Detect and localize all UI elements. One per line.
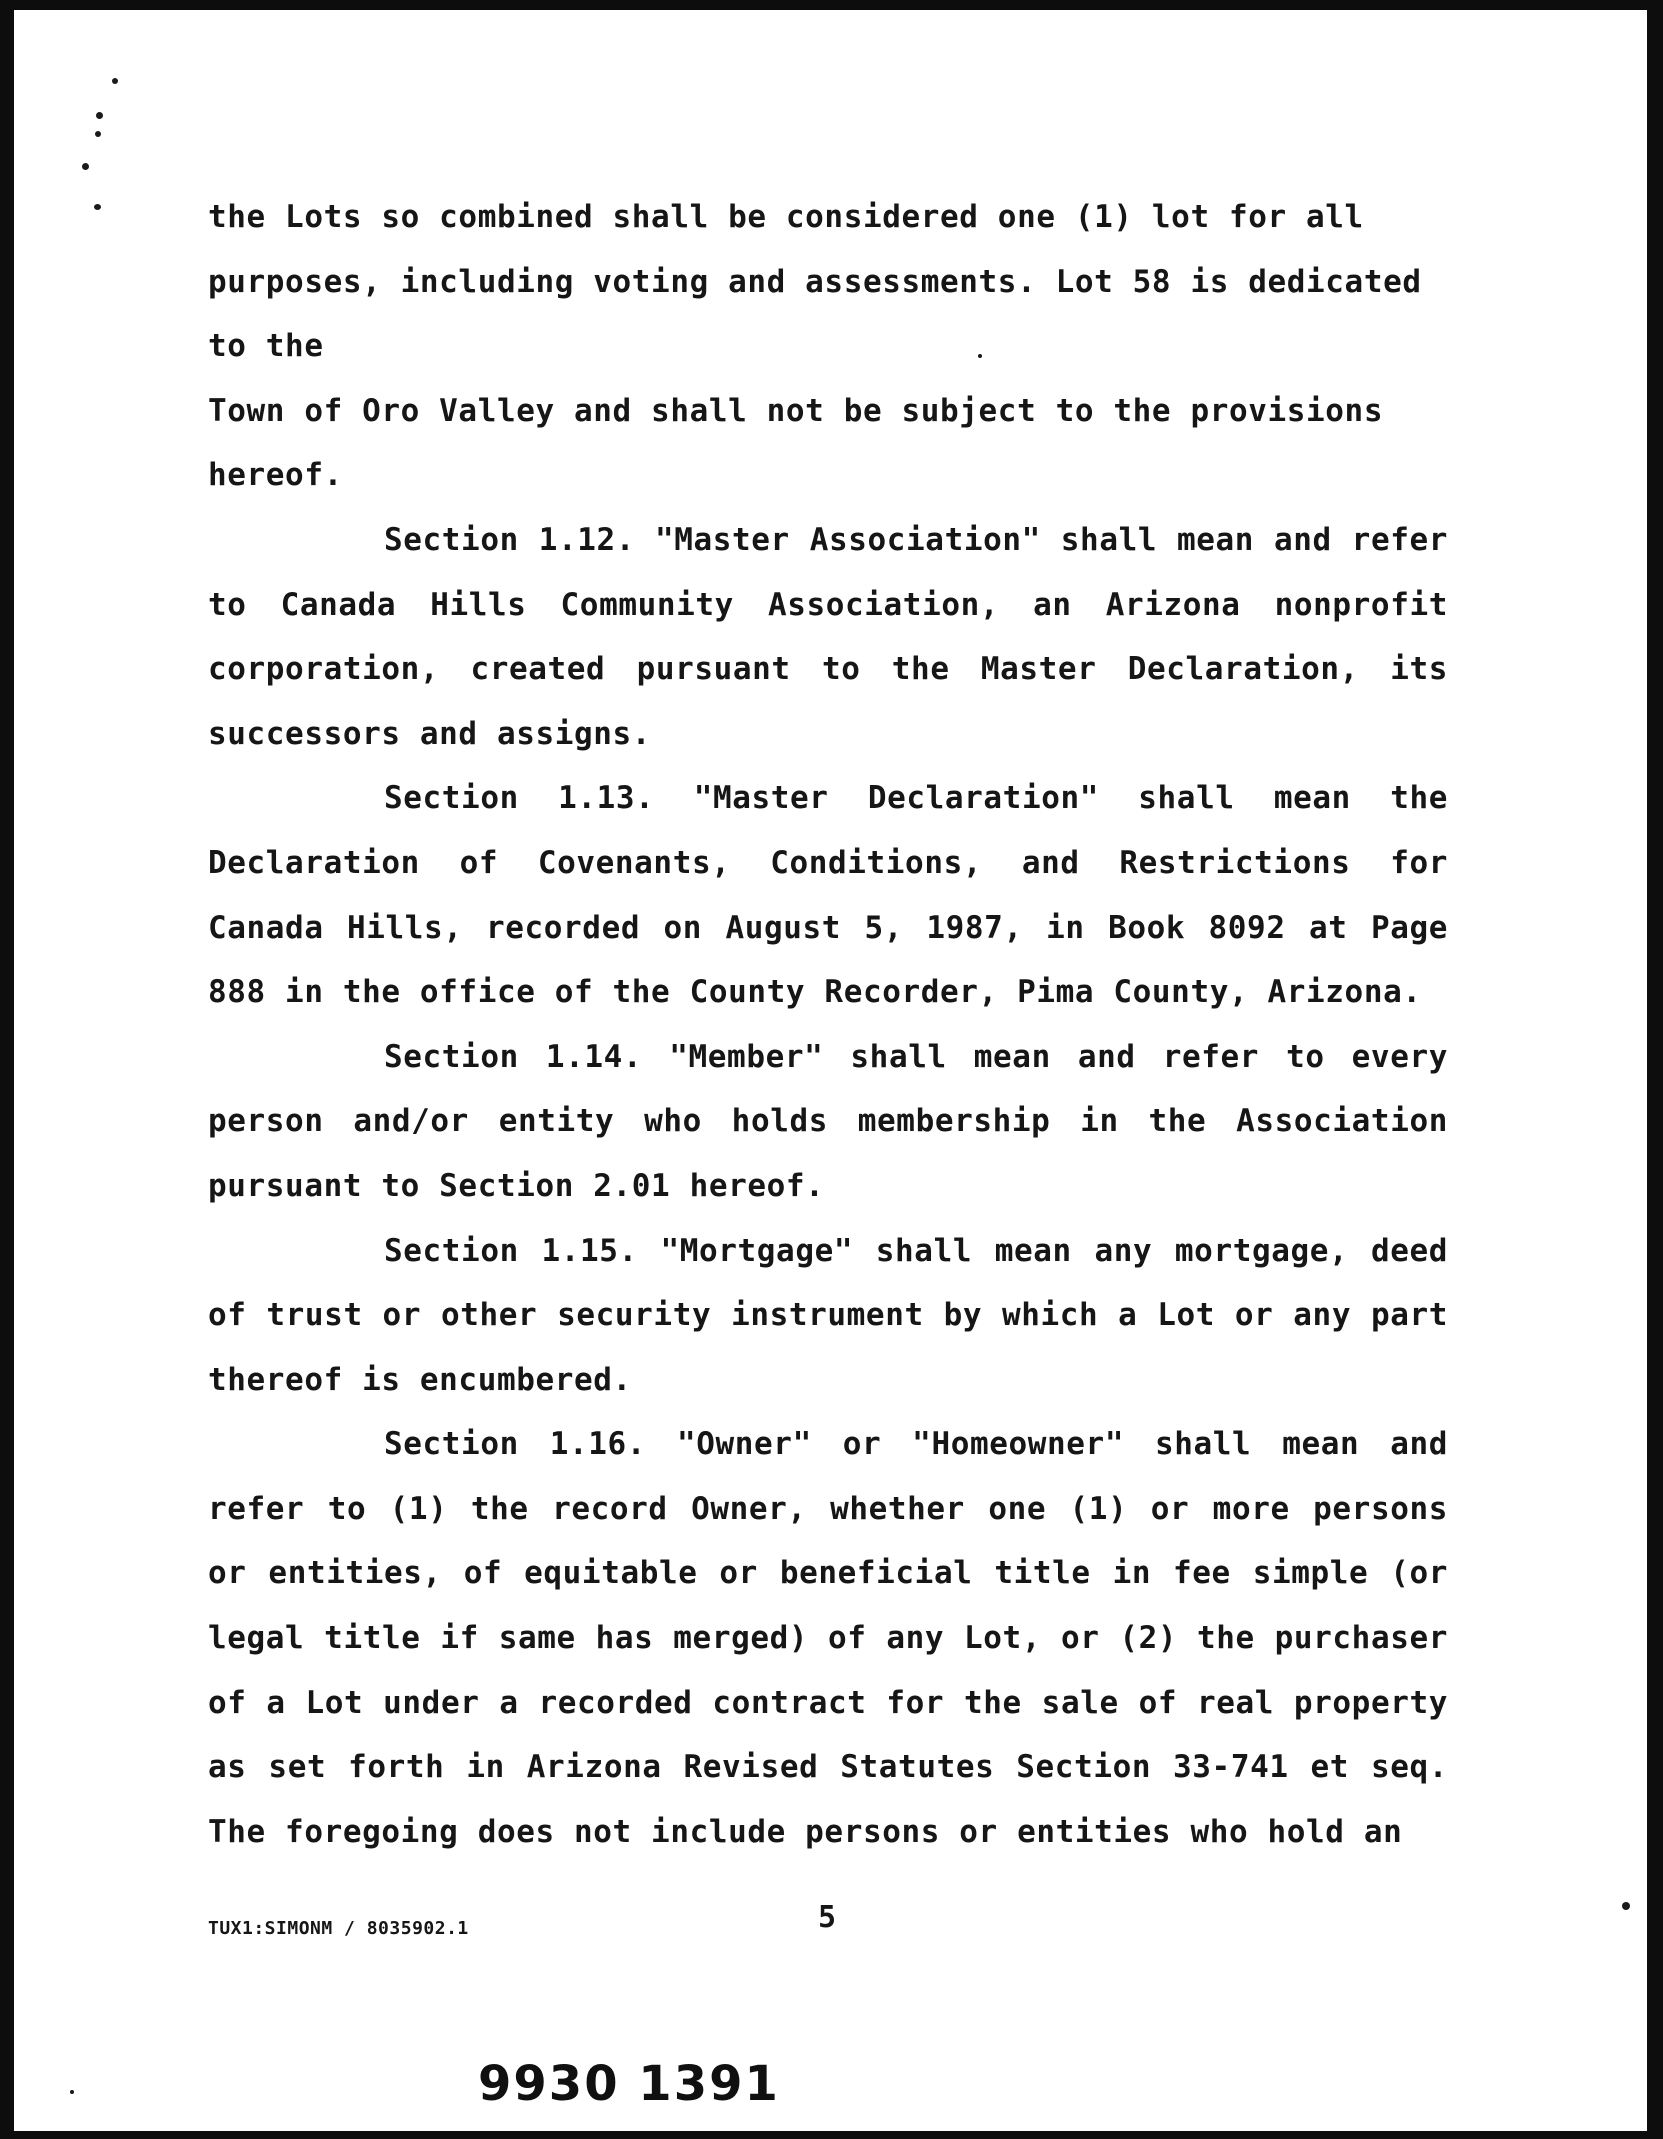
scan-speck xyxy=(82,163,89,170)
section-1-13-master-declaration: Section 1.13. "Master Declaration" shall mean the Declaration of Covenants, Conditions, and Restrictions for Canada Hills, recorded on August 5, 1987, in Book 8092 at Page 888 in the office of the County Recorder, Pima County, Arizona. xyxy=(208,780,1448,1011)
document-footer-code: TUX1:SIMONM / 8035902.1 xyxy=(208,1918,469,1939)
section-1-15-mortgage: Section 1.15. "Mortgage" shall mean any mortgage, deed of trust or other security instrument by which a Lot or any part thereof is encumbered. xyxy=(208,1232,1448,1398)
scan-speck xyxy=(94,204,101,210)
scan-speck xyxy=(112,78,118,84)
scan-speck xyxy=(1622,1902,1630,1910)
scan-speck xyxy=(95,131,101,137)
scan-speck xyxy=(96,112,103,119)
text-line: to the xyxy=(208,328,324,365)
section-1-16-owner: Section 1.16. "Owner" or "Homeowner" shall mean and refer to (1) the record Owner, whether one (1) or more persons or entities, of equitable or beneficial title in fee simple (or legal title if same has merged) of any Lot, or (2) the purchaser of a Lot under a recorded contract for the sale of real property as set forth in Arizona Revised Statutes Section 33-741 et seq. The foregoing does not include persons or entities who hold an xyxy=(208,1426,1448,1850)
page-number: 5 xyxy=(818,1900,837,1935)
paragraph-lots-combined xyxy=(208,185,1448,508)
document-body xyxy=(208,185,1448,1864)
text-line: Town of Oro Valley and shall not be subject to the provisions xyxy=(208,392,1384,429)
text-line: the Lots so combined shall be considered one (1) lot for all xyxy=(208,199,1364,235)
scan-speck xyxy=(70,2090,74,2094)
section-1-14-member: Section 1.14. "Member" shall mean and refer to every person and/or entity who holds membership in the Association pursuant to Section 2.01 hereof. xyxy=(208,1038,1448,1204)
section-1-12-master-association: Section 1.12. "Master Association" shall mean and refer to Canada Hills Community Association, an Arizona nonprofit corporation, created pursuant to the Master Declaration, its successors and assigns. xyxy=(208,521,1448,752)
recording-stamp: 9930 1391 xyxy=(478,2056,780,2112)
text-line: hereof. xyxy=(208,457,343,494)
text-line: purposes, including voting and assessments. Lot 58 is dedicated xyxy=(208,263,1422,300)
